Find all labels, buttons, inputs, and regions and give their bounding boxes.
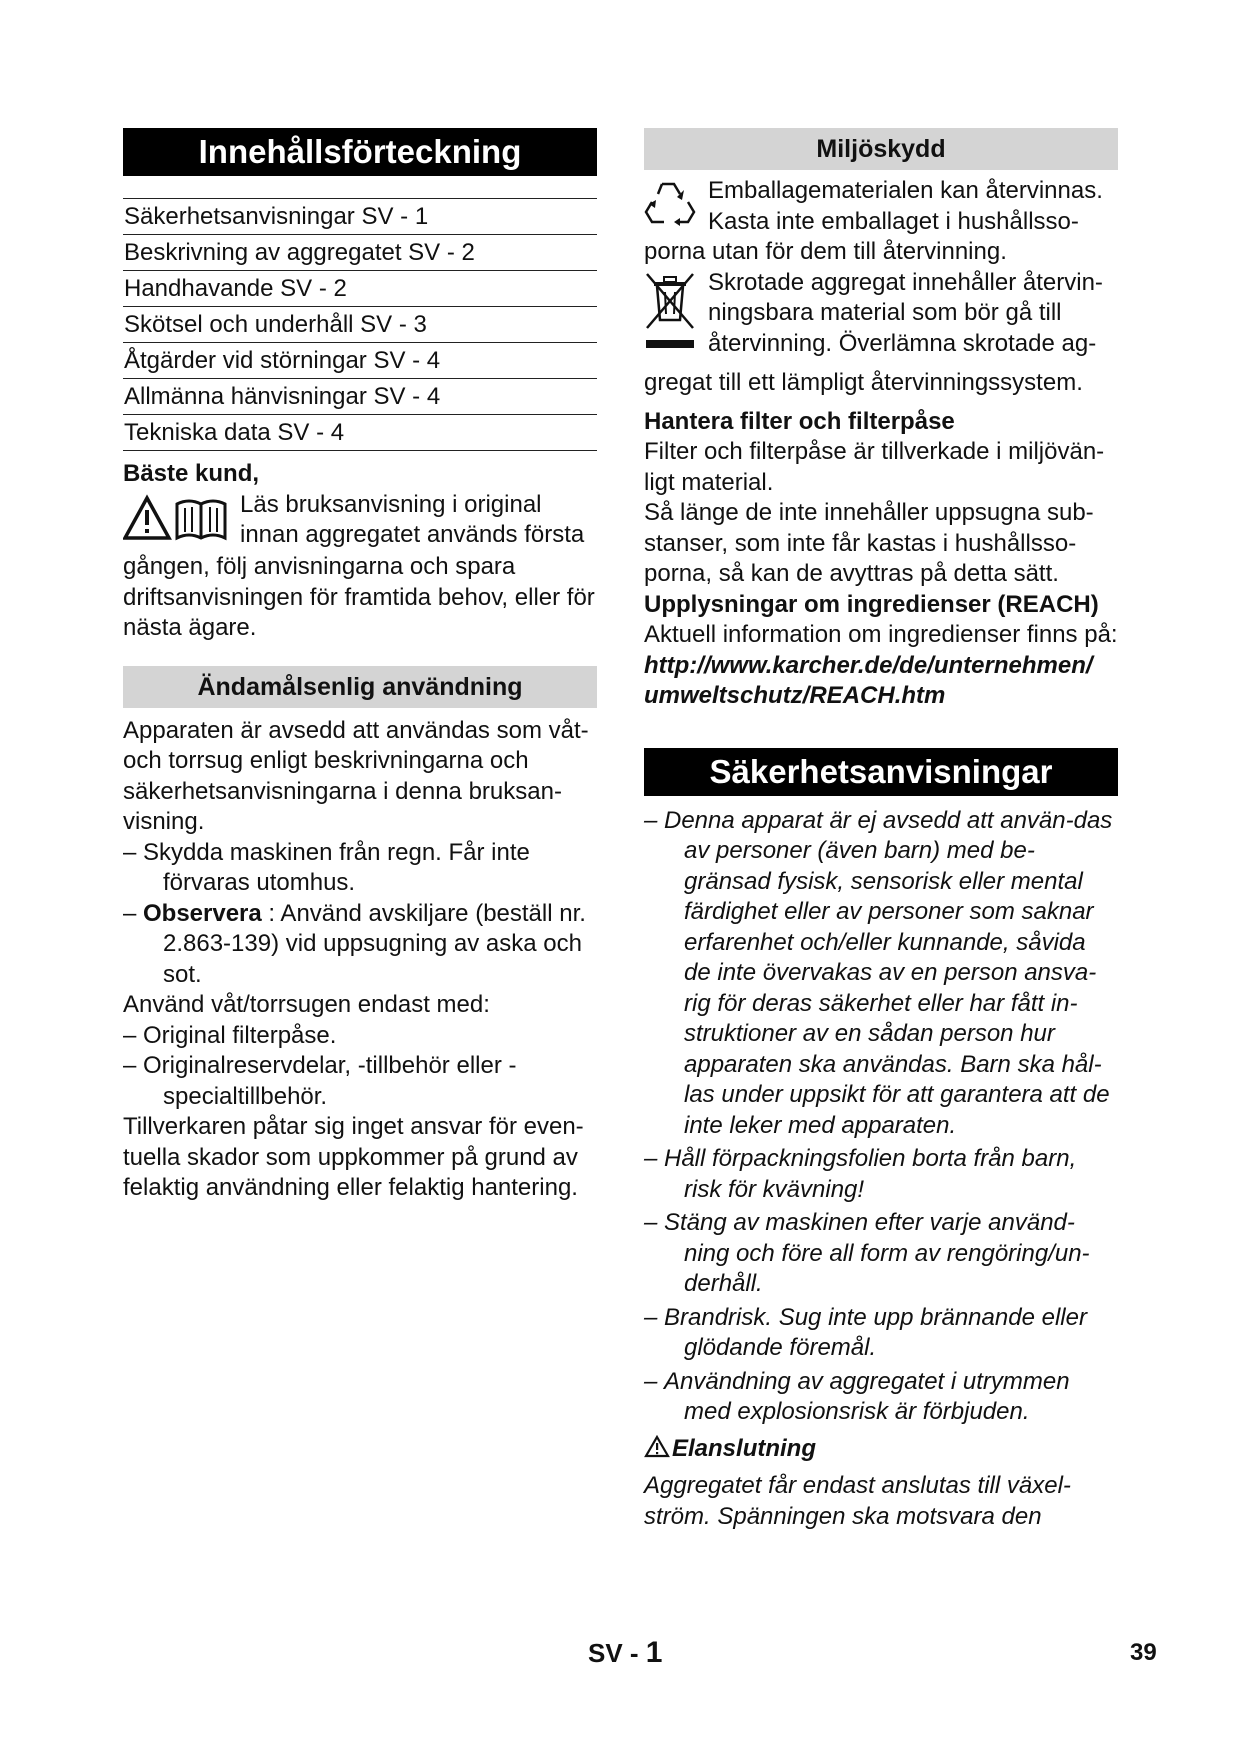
page-number: SV - 1 <box>588 1636 663 1669</box>
filter-paragraph: Så länge de inte innehåller uppsugna sub-stanser, som inte får kastas i hushållsso-porna, så kan de avyttras på detta sätt. <box>644 499 1094 587</box>
toc-item[interactable]: Beskrivning av aggregatet SV - 2 <box>123 235 597 271</box>
use-only-text: Använd våt/torrsugen endast med: <box>123 991 490 1018</box>
reach-link[interactable]: umweltschutz/REACH.htm <box>644 682 946 709</box>
dash-bullet: – <box>644 1303 658 1331</box>
list-item: – Originalreservdelar, -tillbehör eller -specialtillbehör. <box>123 1052 517 1110</box>
reach-link[interactable]: http://www.karcher.de/de/unternehmen/ <box>644 651 1093 679</box>
dash-bullet: – <box>644 1145 658 1172</box>
greeting: Bäste kund, <box>123 460 260 487</box>
list-item: – Användning av aggregatet i utrymmen med explosionsrisk är förbjuden. <box>644 1367 1070 1425</box>
toc-item[interactable]: Säkerhetsanvisningar SV - 1 <box>123 199 597 235</box>
list-item: – Denna apparat är ej avsedd att använ-das av personer (även barn) med be-gränsad fysisk, sensorisk eller mental färdighet eller av personer som saknar erfarenhet och/eller kunnande, såvida de inte övervakas av en person ansva-rig för deras säkerhet eller har fått in-struktioner av en sådan person hur apparaten ska användas. Barn ska hål-las under uppsikt för att garantera att de inte leker med apparaten. <box>644 806 1113 1139</box>
intended-use-paragraph: Apparaten är avsedd att användas som våt- och torrsug enligt beskrivningarna och säkerhetsanvisningarna i denna bruksan-visning. <box>123 716 589 835</box>
list-item: – Brandrisk. Sug inte upp brännande eller glödande föremål. <box>644 1303 1087 1361</box>
recycle-paragraph: porna utan för dem till återvinning. <box>644 238 1007 265</box>
warning-manual-icon <box>123 494 228 553</box>
dash-bullet: – <box>123 1052 137 1079</box>
recycle-line: Kasta inte emballaget i hushållsso- <box>708 207 1079 235</box>
electrical-heading: Elanslutning <box>644 1434 1118 1467</box>
scrap-line: ningsbara material som bör gå till <box>708 299 1062 326</box>
dash-bullet: – <box>123 899 137 927</box>
list-item: – Håll förpackningsfolien borta från barn, risk för kvävning! <box>644 1145 1077 1203</box>
toc-heading: Innehållsförteckning <box>123 128 597 176</box>
environment-section <box>644 176 1118 712</box>
list-item: – Skydda maskinen från regn. Får inte förvaras utomhus. <box>123 838 530 896</box>
dash-bullet: – <box>123 838 137 866</box>
toc-item[interactable]: Handhavande SV - 2 <box>123 271 597 307</box>
recycle-icon <box>644 178 696 237</box>
toc-item[interactable]: Åtgärder vid störningar SV - 4 <box>123 343 597 379</box>
electrical-paragraph: Aggregatet får endast anslutas till växel-ström. Spänningen ska motsvara den <box>644 1472 1071 1530</box>
safety-heading: Säkerhetsanvisningar <box>644 748 1118 796</box>
filter-paragraph: Filter och filterpåse är tillverkade i miljövän-ligt material. <box>644 438 1105 496</box>
scrap-paragraph: gregat till ett lämpligt återvinningssystem. <box>644 369 1083 396</box>
crossed-bin-icon <box>644 270 696 369</box>
toc-item[interactable]: Allmänna hänvisningar SV - 4 <box>123 379 597 415</box>
intro-line: innan aggregatet används första <box>240 521 585 548</box>
list-item: – Original filterpåse. <box>123 1021 597 1052</box>
intro-paragraph: gången, följ anvisningarna och spara driftsanvisningen för framtida behov, eller för nästa ägare. <box>123 553 595 641</box>
liability-paragraph: Tillverkaren påtar sig inget ansvar för even-tuella skador som uppkommer på grund av felaktig användning eller felaktig hantering. <box>123 1113 584 1201</box>
intro-line: Läs bruksanvisning i original <box>240 490 542 518</box>
toc-item[interactable]: Tekniska data SV - 4 <box>123 415 597 451</box>
observera-label: Observera <box>143 899 262 927</box>
scrap-line: återvinning. Överlämna skrotade ag- <box>708 329 1097 357</box>
intended-use-heading: Ändamålsenlig användning <box>123 666 597 708</box>
warning-icon <box>644 1435 670 1467</box>
intended-use-section <box>123 716 597 1204</box>
environment-heading: Miljöskydd <box>644 128 1118 170</box>
table-of-contents <box>123 198 597 451</box>
reach-paragraph: Aktuell information om ingredienser finns på: <box>644 621 1118 648</box>
safety-section <box>644 806 1118 1533</box>
recycle-line: Emballagematerialen kan återvinnas. <box>708 177 1103 204</box>
list-item: – Stäng av maskinen efter varje använd-ning och före all form av rengöring/un-derhåll. <box>644 1209 1090 1297</box>
list-item: – Observera : Använd avskiljare (beställ nr. 2.863-139) vid uppsugning av aska och sot. <box>123 899 586 988</box>
right-column <box>644 128 1118 1532</box>
page-total-number: 39 <box>1130 1639 1157 1666</box>
toc-item[interactable]: Skötsel och underhåll SV - 3 <box>123 307 597 343</box>
left-column <box>123 128 597 1204</box>
dash-bullet: – <box>644 806 658 834</box>
dash-bullet: – <box>644 1209 658 1236</box>
reach-heading: Upplysningar om ingredienser (REACH) <box>644 590 1099 618</box>
dash-bullet: – <box>644 1367 658 1395</box>
dash-bullet: – <box>123 1021 137 1049</box>
filter-heading: Hantera filter och filterpåse <box>644 407 955 435</box>
scrap-line: Skrotade aggregat innehåller återvin- <box>708 268 1103 296</box>
intro-block <box>123 490 597 644</box>
